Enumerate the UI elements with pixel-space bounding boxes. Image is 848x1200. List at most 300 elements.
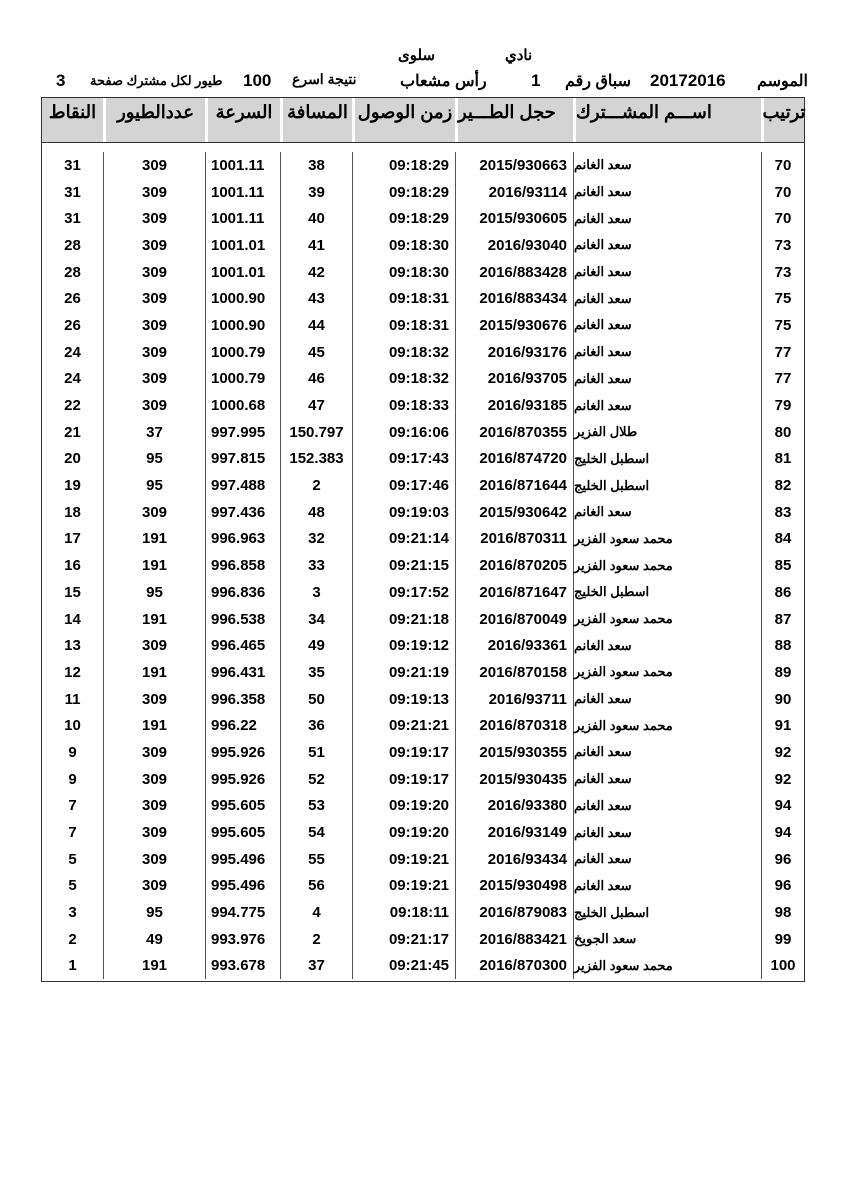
cell-speed: 1000.90 bbox=[205, 312, 280, 339]
cell-arrival-time: 09:19:03 bbox=[352, 499, 455, 526]
cell-points: 31 bbox=[64, 156, 81, 174]
cell-birds: 309 bbox=[103, 366, 205, 393]
cell-speed: 995.926 bbox=[205, 766, 280, 793]
cell-rank: 79 bbox=[761, 392, 804, 419]
cell-distance: 37 bbox=[280, 953, 352, 980]
cell-distance: 40 bbox=[280, 205, 352, 232]
cell-member-name: سعد الغانم bbox=[573, 339, 761, 366]
cell-rank: 98 bbox=[761, 899, 804, 926]
cell-rank: 75 bbox=[761, 312, 804, 339]
col-arrival-time: زمن الوصول bbox=[352, 98, 455, 142]
cell-speed: 996.963 bbox=[205, 526, 280, 553]
cell-arrival-time: 09:19:21 bbox=[352, 873, 455, 900]
cell-distance: 2 bbox=[280, 472, 352, 499]
table-row bbox=[42, 579, 804, 606]
season-value: 20172016 bbox=[650, 71, 726, 90]
cell-ring: 2016/93705 bbox=[455, 366, 573, 393]
cell-member-name: سعد الغانم bbox=[573, 285, 761, 312]
cell-member-name: محمد سعود الفزير bbox=[573, 526, 761, 553]
cell-member-name: سعد الغانم bbox=[573, 366, 761, 393]
table-row bbox=[42, 739, 804, 766]
table-row bbox=[42, 819, 804, 846]
cell-rank: 84 bbox=[761, 526, 804, 553]
cell-ring: 2016/871644 bbox=[455, 472, 573, 499]
cell-member-name: محمد سعود الفزير bbox=[573, 953, 761, 980]
cell-ring: 2016/93114 bbox=[455, 179, 573, 206]
cell-arrival-time: 09:16:06 bbox=[352, 419, 455, 446]
cell-member-name: سعد الغانم bbox=[573, 179, 761, 206]
table-row bbox=[42, 953, 804, 980]
cell-member-name: سعد الغانم bbox=[573, 819, 761, 846]
cell-arrival-time: 09:17:52 bbox=[352, 579, 455, 606]
table-row bbox=[42, 846, 804, 873]
cell-birds: 95 bbox=[103, 899, 205, 926]
cell-points: 12 bbox=[64, 663, 81, 681]
cell-ring: 2016/871647 bbox=[455, 579, 573, 606]
cell-distance: 45 bbox=[280, 339, 352, 366]
cell-arrival-time: 09:18:31 bbox=[352, 312, 455, 339]
cell-member-name: سعد الجويخ bbox=[573, 926, 761, 953]
cell-birds: 191 bbox=[103, 526, 205, 553]
table-row bbox=[42, 766, 804, 793]
cell-distance: 50 bbox=[280, 686, 352, 713]
cell-ring: 2015/930355 bbox=[455, 739, 573, 766]
cell-birds: 309 bbox=[103, 152, 205, 179]
table-row bbox=[42, 552, 804, 579]
cell-distance: 2 bbox=[280, 926, 352, 953]
cell-ring: 2016/879083 bbox=[455, 899, 573, 926]
cell-birds: 309 bbox=[103, 259, 205, 286]
cell-birds: 309 bbox=[103, 232, 205, 259]
cell-arrival-time: 09:19:20 bbox=[352, 819, 455, 846]
table-row bbox=[42, 285, 804, 312]
cell-speed: 1000.79 bbox=[205, 339, 280, 366]
table-row bbox=[42, 926, 804, 953]
cell-rank: 91 bbox=[761, 712, 804, 739]
cell-speed: 996.538 bbox=[205, 606, 280, 633]
cell-arrival-time: 09:19:12 bbox=[352, 632, 455, 659]
cell-member-name: سعد الغانم bbox=[573, 232, 761, 259]
cell-member-name: سعد الغانم bbox=[573, 499, 761, 526]
cell-arrival-time: 09:18:29 bbox=[352, 205, 455, 232]
cell-speed: 1001.11 bbox=[205, 179, 280, 206]
cell-rank: 70 bbox=[761, 152, 804, 179]
cell-distance: 32 bbox=[280, 526, 352, 553]
cell-speed: 993.976 bbox=[205, 926, 280, 953]
cell-distance: 152.383 bbox=[280, 446, 352, 473]
cell-distance: 47 bbox=[280, 392, 352, 419]
cell-ring: 2016/93176 bbox=[455, 339, 573, 366]
season-label: الموسم bbox=[757, 73, 808, 90]
cell-ring: 2015/930642 bbox=[455, 499, 573, 526]
cell-speed: 996.22 bbox=[205, 712, 280, 739]
table-row bbox=[42, 446, 804, 473]
cell-ring: 2015/930663 bbox=[455, 152, 573, 179]
cell-ring: 2015/930676 bbox=[455, 312, 573, 339]
cell-birds: 309 bbox=[103, 339, 205, 366]
cell-birds: 309 bbox=[103, 285, 205, 312]
cell-distance: 3 bbox=[280, 579, 352, 606]
cell-distance: 38 bbox=[280, 152, 352, 179]
cell-speed: 1001.01 bbox=[205, 259, 280, 286]
cell-birds: 309 bbox=[103, 739, 205, 766]
cell-birds: 309 bbox=[103, 312, 205, 339]
cell-member-name: سعد الغانم bbox=[573, 873, 761, 900]
cell-speed: 1001.01 bbox=[205, 232, 280, 259]
cell-speed: 1001.11 bbox=[205, 152, 280, 179]
club-label: نادي bbox=[505, 47, 533, 64]
cell-member-name: سعد الغانم bbox=[573, 793, 761, 820]
cell-birds: 309 bbox=[103, 179, 205, 206]
cell-speed: 996.431 bbox=[205, 659, 280, 686]
cell-arrival-time: 09:21:21 bbox=[352, 712, 455, 739]
cell-ring: 2015/930605 bbox=[455, 205, 573, 232]
cell-ring: 2016/870049 bbox=[455, 606, 573, 633]
cell-points: 24 bbox=[64, 370, 81, 388]
col-ring: حجل الطـــير bbox=[455, 98, 573, 142]
cell-points: 5 bbox=[68, 877, 77, 895]
cell-points: 13 bbox=[64, 637, 81, 655]
cell-birds: 191 bbox=[103, 606, 205, 633]
col-distance: المسافة bbox=[280, 98, 352, 142]
table-body bbox=[42, 143, 804, 981]
page-number: 3 bbox=[56, 71, 66, 90]
race-label: سباق رقم bbox=[565, 73, 631, 90]
cell-distance: 36 bbox=[280, 712, 352, 739]
cell-arrival-time: 09:21:15 bbox=[352, 552, 455, 579]
cell-rank: 99 bbox=[761, 926, 804, 953]
cell-member-name: سعد الغانم bbox=[573, 392, 761, 419]
cell-arrival-time: 09:18:32 bbox=[352, 366, 455, 393]
cell-distance: 39 bbox=[280, 179, 352, 206]
cell-member-name: سعد الغانم bbox=[573, 312, 761, 339]
cell-rank: 87 bbox=[761, 606, 804, 633]
cell-points: 24 bbox=[64, 343, 81, 361]
cell-speed: 995.605 bbox=[205, 819, 280, 846]
cell-arrival-time: 09:18:32 bbox=[352, 339, 455, 366]
table-row bbox=[42, 339, 804, 366]
table-row bbox=[42, 232, 804, 259]
cell-distance: 54 bbox=[280, 819, 352, 846]
cell-birds: 95 bbox=[103, 472, 205, 499]
cell-member-name: اسطبل الخليج bbox=[573, 579, 761, 606]
cell-rank: 86 bbox=[761, 579, 804, 606]
cell-rank: 70 bbox=[761, 179, 804, 206]
cell-ring: 2016/93361 bbox=[455, 632, 573, 659]
cell-ring: 2016/870158 bbox=[455, 659, 573, 686]
cell-rank: 92 bbox=[761, 739, 804, 766]
cell-distance: 46 bbox=[280, 366, 352, 393]
cell-points: 31 bbox=[64, 210, 81, 228]
cell-rank: 75 bbox=[761, 285, 804, 312]
cell-member-name: سعد الغانم bbox=[573, 259, 761, 286]
cell-speed: 995.496 bbox=[205, 846, 280, 873]
cell-speed: 996.358 bbox=[205, 686, 280, 713]
cell-birds: 95 bbox=[103, 446, 205, 473]
cell-arrival-time: 09:21:19 bbox=[352, 659, 455, 686]
cell-points: 17 bbox=[64, 530, 81, 548]
cell-distance: 35 bbox=[280, 659, 352, 686]
cell-rank: 81 bbox=[761, 446, 804, 473]
cell-arrival-time: 09:21:14 bbox=[352, 526, 455, 553]
cell-rank: 73 bbox=[761, 259, 804, 286]
cell-distance: 34 bbox=[280, 606, 352, 633]
table-row bbox=[42, 686, 804, 713]
table-row bbox=[42, 712, 804, 739]
cell-rank: 100 bbox=[761, 953, 804, 980]
cell-rank: 83 bbox=[761, 499, 804, 526]
cell-rank: 80 bbox=[761, 419, 804, 446]
cell-distance: 41 bbox=[280, 232, 352, 259]
cell-points: 9 bbox=[68, 743, 77, 761]
cell-ring: 2016/883428 bbox=[455, 259, 573, 286]
cell-distance: 56 bbox=[280, 873, 352, 900]
cell-speed: 997.436 bbox=[205, 499, 280, 526]
cell-birds: 309 bbox=[103, 766, 205, 793]
cell-ring: 2016/93434 bbox=[455, 846, 573, 873]
cell-ring: 2016/93380 bbox=[455, 793, 573, 820]
table-row bbox=[42, 392, 804, 419]
cell-distance: 42 bbox=[280, 259, 352, 286]
cell-arrival-time: 09:21:18 bbox=[352, 606, 455, 633]
table-row bbox=[42, 205, 804, 232]
cell-distance: 52 bbox=[280, 766, 352, 793]
cell-rank: 85 bbox=[761, 552, 804, 579]
cell-member-name: سعد الغانم bbox=[573, 632, 761, 659]
cell-birds: 309 bbox=[103, 205, 205, 232]
cell-birds: 309 bbox=[103, 819, 205, 846]
table-row bbox=[42, 419, 804, 446]
cell-points: 16 bbox=[64, 557, 81, 575]
table-row bbox=[42, 632, 804, 659]
cell-points: 22 bbox=[64, 397, 81, 415]
cell-points: 26 bbox=[64, 316, 81, 334]
cell-ring: 2016/883421 bbox=[455, 926, 573, 953]
cell-points: 31 bbox=[64, 183, 81, 201]
cell-arrival-time: 09:18:11 bbox=[352, 899, 455, 926]
cell-points: 2 bbox=[68, 930, 77, 948]
cell-speed: 997.995 bbox=[205, 419, 280, 446]
cell-ring: 2015/930435 bbox=[455, 766, 573, 793]
cell-points: 15 bbox=[64, 583, 81, 601]
cell-rank: 94 bbox=[761, 793, 804, 820]
cell-rank: 77 bbox=[761, 366, 804, 393]
cell-member-name: اسطبل الخليج bbox=[573, 472, 761, 499]
cell-points: 11 bbox=[64, 690, 81, 708]
cell-distance: 55 bbox=[280, 846, 352, 873]
table-row bbox=[42, 472, 804, 499]
cell-speed: 1001.11 bbox=[205, 205, 280, 232]
cell-ring: 2016/883434 bbox=[455, 285, 573, 312]
cell-speed: 994.775 bbox=[205, 899, 280, 926]
cell-arrival-time: 09:18:33 bbox=[352, 392, 455, 419]
results-table bbox=[41, 97, 805, 982]
cell-birds: 191 bbox=[103, 953, 205, 980]
cell-points: 7 bbox=[68, 824, 77, 842]
cell-birds: 309 bbox=[103, 873, 205, 900]
cell-rank: 88 bbox=[761, 632, 804, 659]
cell-rank: 82 bbox=[761, 472, 804, 499]
per-member-label: طيور لكل مشترك صفحة bbox=[90, 73, 223, 88]
table-row bbox=[42, 366, 804, 393]
col-rank: ترتيب bbox=[761, 98, 804, 142]
cell-ring: 2016/870205 bbox=[455, 552, 573, 579]
table-row bbox=[42, 312, 804, 339]
cell-member-name: محمد سعود الفزير bbox=[573, 606, 761, 633]
cell-birds: 309 bbox=[103, 392, 205, 419]
cell-birds: 309 bbox=[103, 686, 205, 713]
cell-points: 19 bbox=[64, 477, 81, 495]
cell-member-name: سعد الغانم bbox=[573, 205, 761, 232]
cell-arrival-time: 09:18:29 bbox=[352, 152, 455, 179]
cell-birds: 191 bbox=[103, 659, 205, 686]
cell-arrival-time: 09:18:30 bbox=[352, 259, 455, 286]
table-row bbox=[42, 659, 804, 686]
cell-points: 5 bbox=[68, 850, 77, 868]
cell-distance: 4 bbox=[280, 899, 352, 926]
cell-arrival-time: 09:17:43 bbox=[352, 446, 455, 473]
cell-birds: 95 bbox=[103, 579, 205, 606]
cell-ring: 2016/874720 bbox=[455, 446, 573, 473]
cell-member-name: سعد الغانم bbox=[573, 739, 761, 766]
table-row bbox=[42, 499, 804, 526]
race-location: رأس مشعاب bbox=[400, 73, 487, 90]
col-birds: عددالطيور bbox=[103, 98, 205, 142]
cell-rank: 89 bbox=[761, 659, 804, 686]
cell-birds: 309 bbox=[103, 499, 205, 526]
cell-member-name: سعد الغانم bbox=[573, 846, 761, 873]
cell-points: 28 bbox=[64, 236, 81, 254]
cell-rank: 96 bbox=[761, 846, 804, 873]
cell-arrival-time: 09:17:46 bbox=[352, 472, 455, 499]
cell-points: 9 bbox=[68, 770, 77, 788]
cell-rank: 96 bbox=[761, 873, 804, 900]
cell-speed: 993.678 bbox=[205, 953, 280, 980]
cell-speed: 995.496 bbox=[205, 873, 280, 900]
cell-birds: 191 bbox=[103, 712, 205, 739]
cell-rank: 90 bbox=[761, 686, 804, 713]
cell-rank: 92 bbox=[761, 766, 804, 793]
cell-arrival-time: 09:19:17 bbox=[352, 766, 455, 793]
cell-member-name: اسطبل الخليج bbox=[573, 446, 761, 473]
cell-member-name: سعد الغانم bbox=[573, 152, 761, 179]
cell-birds: 49 bbox=[103, 926, 205, 953]
cell-ring: 2016/93149 bbox=[455, 819, 573, 846]
cell-points: 18 bbox=[64, 503, 81, 521]
cell-member-name: سعد الغانم bbox=[573, 686, 761, 713]
table-row bbox=[42, 606, 804, 633]
cell-arrival-time: 09:21:17 bbox=[352, 926, 455, 953]
cell-arrival-time: 09:21:45 bbox=[352, 953, 455, 980]
cell-ring: 2015/930498 bbox=[455, 873, 573, 900]
cell-arrival-time: 09:19:17 bbox=[352, 739, 455, 766]
cell-distance: 53 bbox=[280, 793, 352, 820]
cell-arrival-time: 09:18:30 bbox=[352, 232, 455, 259]
cell-distance: 48 bbox=[280, 499, 352, 526]
cell-speed: 1000.79 bbox=[205, 366, 280, 393]
result-label: نتيجة اسرع bbox=[292, 71, 357, 87]
cell-member-name: اسطبل الخليج bbox=[573, 899, 761, 926]
cell-points: 26 bbox=[64, 290, 81, 308]
cell-points: 14 bbox=[64, 610, 81, 628]
cell-speed: 1000.90 bbox=[205, 285, 280, 312]
cell-distance: 51 bbox=[280, 739, 352, 766]
cell-rank: 77 bbox=[761, 339, 804, 366]
table-row bbox=[42, 152, 804, 179]
cell-speed: 996.465 bbox=[205, 632, 280, 659]
col-points: النقاط bbox=[42, 98, 103, 142]
birds-count: 100 bbox=[243, 71, 272, 90]
cell-distance: 150.797 bbox=[280, 419, 352, 446]
cell-rank: 70 bbox=[761, 205, 804, 232]
table-row bbox=[42, 899, 804, 926]
cell-arrival-time: 09:19:20 bbox=[352, 793, 455, 820]
cell-speed: 995.605 bbox=[205, 793, 280, 820]
table-row bbox=[42, 793, 804, 820]
cell-member-name: محمد سعود الفزير bbox=[573, 659, 761, 686]
table-row bbox=[42, 526, 804, 553]
cell-points: 20 bbox=[64, 450, 81, 468]
cell-ring: 2016/870311 bbox=[455, 526, 573, 553]
cell-points: 7 bbox=[68, 797, 77, 815]
cell-speed: 996.858 bbox=[205, 552, 280, 579]
cell-ring: 2016/870300 bbox=[455, 953, 573, 980]
cell-points: 1 bbox=[68, 957, 77, 975]
cell-birds: 37 bbox=[103, 419, 205, 446]
cell-ring: 2016/93040 bbox=[455, 232, 573, 259]
cell-distance: 44 bbox=[280, 312, 352, 339]
cell-member-name: محمد سعود الفزير bbox=[573, 552, 761, 579]
cell-birds: 309 bbox=[103, 793, 205, 820]
cell-points: 21 bbox=[64, 423, 81, 441]
cell-speed: 997.488 bbox=[205, 472, 280, 499]
cell-member-name: سعد الغانم bbox=[573, 766, 761, 793]
cell-speed: 1000.68 bbox=[205, 392, 280, 419]
cell-points: 3 bbox=[68, 904, 77, 922]
col-speed: السرعة bbox=[205, 98, 280, 142]
cell-arrival-time: 09:19:13 bbox=[352, 686, 455, 713]
cell-distance: 49 bbox=[280, 632, 352, 659]
cell-arrival-time: 09:19:21 bbox=[352, 846, 455, 873]
cell-distance: 43 bbox=[280, 285, 352, 312]
cell-ring: 2016/870355 bbox=[455, 419, 573, 446]
race-number: 1 bbox=[531, 71, 541, 90]
cell-arrival-time: 09:18:29 bbox=[352, 179, 455, 206]
cell-arrival-time: 09:18:31 bbox=[352, 285, 455, 312]
cell-birds: 309 bbox=[103, 632, 205, 659]
cell-speed: 995.926 bbox=[205, 739, 280, 766]
table-row bbox=[42, 179, 804, 206]
cell-ring: 2016/93185 bbox=[455, 392, 573, 419]
cell-rank: 94 bbox=[761, 819, 804, 846]
cell-ring: 2016/93711 bbox=[455, 686, 573, 713]
cell-points: 10 bbox=[64, 717, 81, 735]
cell-points: 28 bbox=[64, 263, 81, 281]
cell-birds: 191 bbox=[103, 552, 205, 579]
table-row bbox=[42, 873, 804, 900]
cell-speed: 997.815 bbox=[205, 446, 280, 473]
cell-distance: 33 bbox=[280, 552, 352, 579]
cell-birds: 309 bbox=[103, 846, 205, 873]
cell-member-name: محمد سعود الفزير bbox=[573, 712, 761, 739]
table-header bbox=[42, 98, 804, 143]
cell-member-name: طلال الفزير bbox=[573, 419, 761, 446]
col-member-name: اســـم المشـــترك bbox=[573, 98, 761, 142]
table-row bbox=[42, 259, 804, 286]
cell-speed: 996.836 bbox=[205, 579, 280, 606]
club-name: سلوى bbox=[398, 47, 436, 64]
cell-rank: 73 bbox=[761, 232, 804, 259]
